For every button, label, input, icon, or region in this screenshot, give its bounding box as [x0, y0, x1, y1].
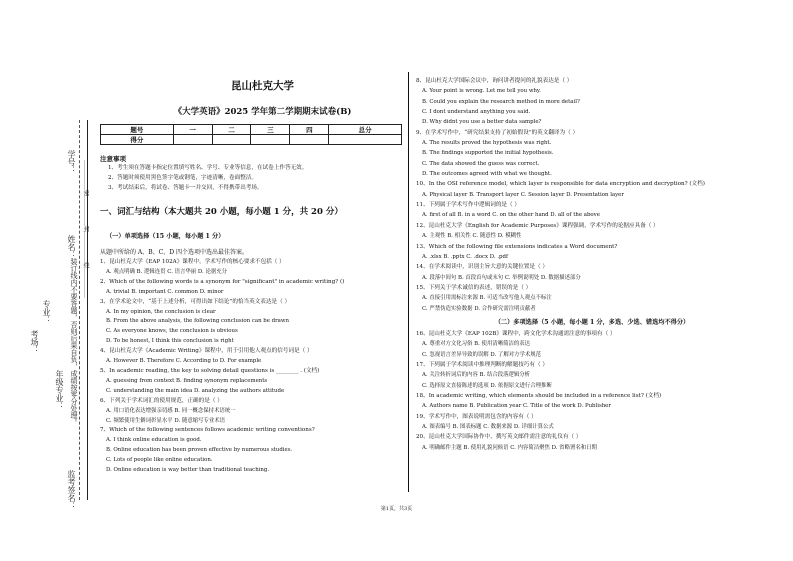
class-label: 年级专业：	[55, 370, 64, 410]
question-text: 13、Which of the following file extensions indicates a Word document?	[416, 243, 618, 250]
binding-notice: 装订线内不要答题，否则后果自负，成绩按零分处理。	[70, 258, 78, 426]
question-text: 12、昆山杜克大学《English for Academic Purposes》课程强调，学术写作的论据应具备（ ）	[416, 222, 659, 229]
question-text: 20、昆山杜克大学国际协作中，撰写英文邮件需注意的礼仪有（ ）	[416, 434, 582, 441]
score-cell	[251, 135, 290, 145]
score-head-cell: 二	[212, 125, 251, 135]
answer-options: A. 用口语化表达增强亲切感 B. 同一概念保持术语统一	[106, 407, 236, 414]
answer-options: A. Authors name B. Publication year C. Title of the work D. Publisher	[422, 403, 611, 410]
student-id-label: 学号：	[67, 150, 76, 174]
question-text: 6、下列关于学术词汇的使用规范，正确的是（ ）	[100, 397, 223, 404]
seal-dashed-line	[79, 120, 80, 500]
column-divider	[408, 72, 409, 492]
answer-options: A. 明确邮件主题 B. 使用礼貌问候语 C. 内容简洁聚焦 D. 省略署名和日期	[422, 444, 597, 451]
question-text: 16、昆山杜克大学《EAP 102B》课程中，跨文化学术沟通需注意的事项有（ ）	[416, 330, 616, 337]
question-text: 17、下列属于学术阅读中推理判断的解题技巧有（ ）	[416, 361, 548, 368]
answer-options: D. The outcomes agreed with what we thought.	[422, 171, 552, 178]
instruction: 从题中所给的 A、B、C、D 四个选项中选出最佳答案。	[100, 249, 248, 256]
name-label: 姓名：	[67, 235, 76, 259]
answer-options: C. 忽视语言差异导致的误解 D. 了解对方学术规范	[422, 351, 542, 358]
answer-options: A. The results proved the hypothesis was right.	[422, 140, 552, 147]
notice-item: 3、考试结束后，将试卷、答题卡一并交回，不得携带出考场。	[108, 185, 263, 191]
answer-options: B. Could you explain the research method in more detail?	[422, 98, 580, 105]
signature-label: 监考签名：	[67, 470, 76, 510]
answer-options: B. Online education has been proven effective by numerous studies.	[106, 447, 293, 454]
answer-options: D. Online education is way better than traditional teaching.	[106, 467, 270, 474]
answer-options: C. The data showed the guess was correct.	[422, 160, 540, 167]
score-head-cell: 三	[251, 125, 290, 135]
answer-options: A. However B. Therefore C. According to D. For example	[106, 358, 262, 365]
answer-options: A. 关注转折词后的内容 B. 结合段落逻辑分析	[422, 372, 531, 379]
answer-options: C. understanding the main idea D. analyzing the authors attitude	[106, 387, 285, 394]
university-name: 昆山杜克大学	[231, 80, 294, 92]
notice-item: 1、考生须在答题卡指定位置填写姓名、学号、专业等信息，在试卷上作答无效。	[108, 165, 308, 171]
answer-options: B. From the above analysis, the following conclusion can be drawn	[106, 318, 289, 325]
answer-options: C. 选择原文直接陈述的选项 D. 依据原文进行合理推断	[422, 382, 552, 389]
question-text: 18、In academic writing, which elements should be included in a reference list? (文档)	[416, 392, 662, 399]
score-label-cell: 得分	[101, 135, 174, 145]
binding-margin	[0, 0, 100, 561]
question-text: 15、下列关于学术诚信的表述，错误的是（ ）	[416, 284, 532, 291]
score-cell	[212, 135, 251, 145]
question-list	[100, 258, 405, 476]
seal-text: ……………密……………封……………线……………	[82, 160, 89, 298]
score-cell	[329, 135, 402, 145]
answer-options: A. In my opinion, the conclusion is clear	[106, 308, 216, 315]
answer-options: C. Lots of people like online education.	[106, 457, 213, 464]
question-text: 10、In the OSI reference model, which layer is responsible for data encryption and decryption? (文档)	[416, 181, 705, 188]
page-footer: 第1页，共3页	[380, 506, 413, 512]
major-label: 专业：	[42, 300, 51, 324]
question-list	[416, 329, 768, 453]
score-head-cell: 总分	[329, 125, 402, 135]
answer-options: A. 观点明确 B. 逻辑连贯 C. 语言华丽 D. 论据充分	[106, 268, 228, 275]
question-text: 7、Which of the following sentences follows academic writing conventions?	[100, 427, 315, 434]
answer-options: A. first of all B. in a word C. on the other hand D. all of the above	[422, 212, 600, 219]
answer-options: C. 严禁伪造实验数据 D. 合作研究需注明贡献者	[422, 305, 536, 312]
right-column	[416, 76, 768, 453]
section-heading: 一、词汇与结构（本大题共 20 小题，每小题 1 分，共 20 分）	[100, 207, 343, 217]
question-text: 9、在学术写作中，“研究结果支持了初始假设”的英文翻译为（ ）	[416, 129, 579, 136]
score-head-cell: 四	[290, 125, 329, 135]
notice-item: 2、答题时须使用黑色签字笔或钢笔，字迹清晰，卷面整洁。	[108, 175, 257, 181]
exam-title: 《大学英语》2025 学年第二学期期末试卷(B)	[173, 107, 352, 117]
question-list	[416, 76, 768, 314]
question-text: 11、下列属于学术写作中逻辑词的是（ ）	[416, 202, 520, 209]
question-text: 1、昆山杜克大学《EAP 102A》课程中，学术写作的核心要求不包括（ ）	[100, 259, 285, 265]
answer-options: A. trivial B. important C. common D. minor	[106, 288, 224, 295]
question-text: 19、学术写作中，图表说明需包含的内容有（ ）	[416, 413, 537, 420]
answer-options: A. 段落中间句 B. 首段首句或末句 C. 举例说明处 D. 数据描述部分	[422, 274, 581, 281]
answer-options: C. I dont understand anything you said.	[422, 109, 531, 116]
answer-options: A. .xlsx B. .pptx C. .docx D. .pdf	[422, 253, 508, 260]
question-text: 8、昆山杜克大学国际会议中，询问讲者提问的礼貌表达是（ ）	[416, 78, 573, 84]
score-head-cell: 一	[173, 125, 212, 135]
subsection-heading: （二）多项选择（5 小题，每小题 1 分，多选、少选、错选均不得分）	[494, 318, 690, 326]
answer-options: D. To be honest, I think this conclusion is right	[106, 338, 234, 345]
answer-options: A. 图表编号 B. 图表标题 C. 数据来源 D. 详细计算公式	[422, 424, 554, 430]
answer-options: C. 频繁使用生僻词彰显水平 D. 随意缩写专业术语	[106, 417, 226, 424]
answer-options: A. 尊重对方文化习俗 B. 使用清晰简洁的表达	[422, 341, 531, 348]
answer-options: D. Why didnt you use a better data sample?	[422, 119, 542, 126]
answer-options: C. As everyone knows, the conclusion is obvious	[106, 328, 238, 335]
score-cell	[173, 135, 212, 145]
answer-options: A. 直接引用需标注来源 B. 可适当改写他人观点不标注	[422, 295, 552, 302]
answer-options: A. Your point is wrong. Let me tell you why.	[422, 88, 541, 95]
question-text: 2、Which of the following words is a synonym for "significant" in academic writing? ()	[100, 278, 345, 285]
answer-options: A. I think online education is good.	[106, 437, 202, 444]
answer-options: A. 主观性 B. 相关性 C. 随意性 D. 模糊性	[422, 233, 522, 240]
answer-options: B. The findings supported the initial hypothesis.	[422, 150, 554, 157]
score-table	[100, 124, 402, 145]
answer-options: A. Physical layer B. Transport layer C. Session layer D. Presentation layer	[422, 191, 624, 198]
answer-options: A. guessing from context B. finding synonym replacements	[106, 377, 268, 384]
subsection-heading: （一）单项选择（15 小题，每小题 1 分）	[106, 233, 225, 240]
left-column	[100, 78, 405, 476]
score-cell	[290, 135, 329, 145]
notice-heading: 注意事项	[100, 155, 126, 163]
exam-room-label: 考场：	[30, 330, 39, 354]
score-head-cell: 题号	[101, 125, 174, 135]
question-text: 14、在学术阅读中，识别主旨大意的关键位置是（ ）	[416, 264, 548, 271]
question-text: 4、昆山杜克大学《Academic Writing》课程中，用于引用他人观点的信号词是（ ）	[100, 348, 313, 355]
question-text: 5、In academic reading, the key to solving detail questions is ________ . (文档)	[100, 367, 320, 374]
question-text: 3、在学术论文中，“基于上述分析，可得出如下结论”的恰当英文表达是（ ）	[100, 298, 291, 305]
